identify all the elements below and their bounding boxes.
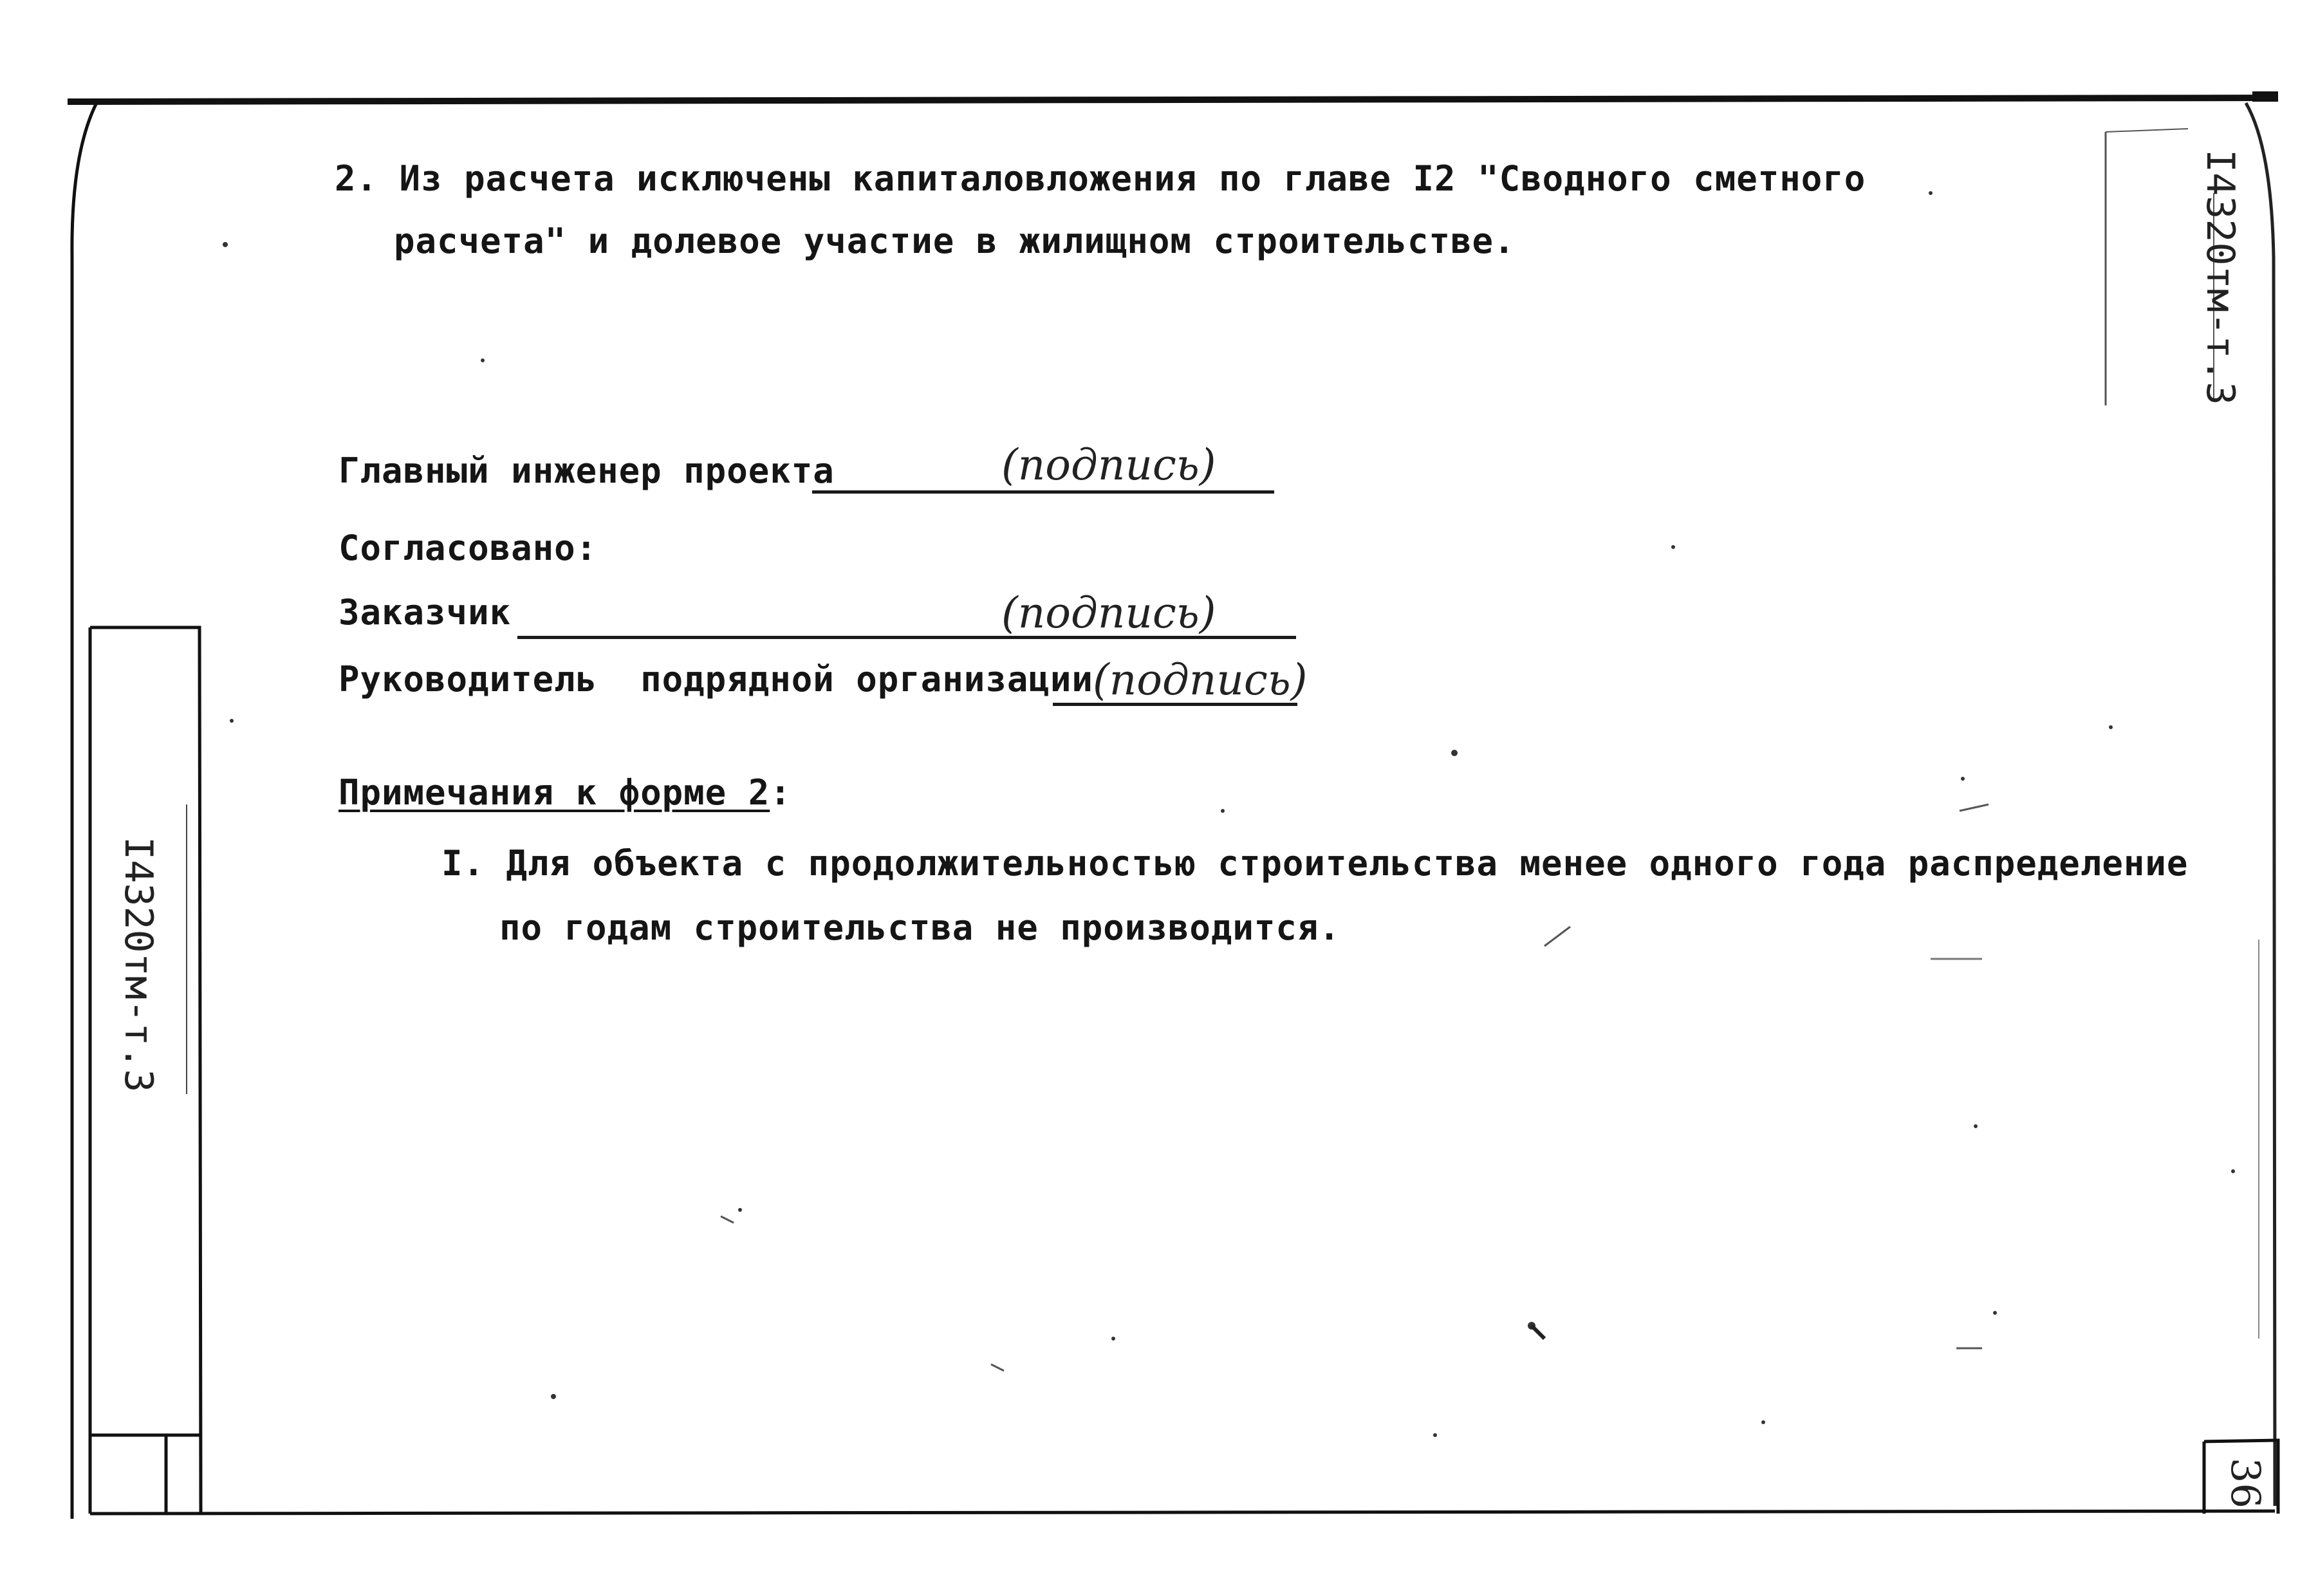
- contractor-signature: (подпись): [1093, 655, 1308, 705]
- chief-engineer-signature: (подпись): [1001, 440, 1216, 490]
- item-2-line-1: 2. Из расчета исключены капиталовложения по главе I2 "Сводного сметного: [335, 158, 1866, 199]
- chief-engineer-label: Главный инженер проекта: [338, 450, 835, 491]
- note-1-line-2: по годам строительства не производится.: [499, 907, 1340, 948]
- notes-title-suffix: :: [770, 772, 792, 813]
- customer-label: Заказчик: [338, 592, 512, 633]
- item-2-line-2: расчета" и долевое участие в жилищном строительстве.: [394, 221, 1516, 261]
- notes-heading: [338, 772, 792, 813]
- note-1-line-1: I. Для объекта с продолжительностью строительства менее одного года распределение: [441, 843, 2189, 884]
- contractor-label: Руководитель подрядной организации: [338, 659, 1093, 700]
- document-code-stamp-top-right: I4320тм-т.3: [2198, 149, 2243, 405]
- chief-engineer-signature-line: [812, 490, 1274, 494]
- document-code-stamp-left: I4320тм-т.3: [116, 837, 161, 1093]
- customer-signature: (подпись): [1001, 588, 1216, 638]
- page-number: 36: [2221, 1458, 2269, 1508]
- notes-title: Примечания к форме 2: [338, 772, 770, 813]
- agreed-label: Согласовано:: [338, 528, 598, 568]
